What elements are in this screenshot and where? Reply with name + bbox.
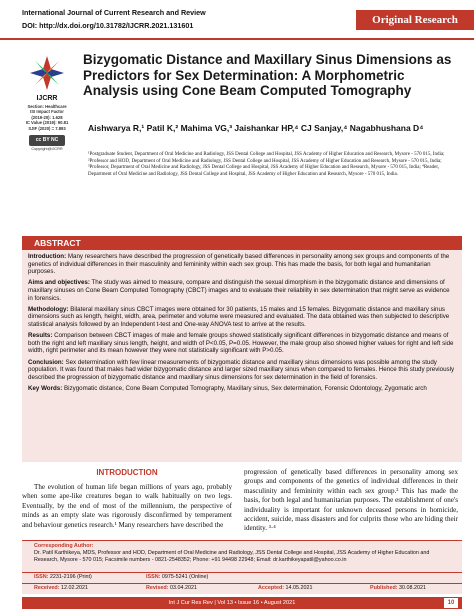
- cc-license-icon[interactable]: cc BY NC: [29, 135, 65, 146]
- section-text: Many researchers have described the progression of genetically based differences in personality among sex groups and components of the genetics of individual differences in their masculinity and femininity within each sex group. This has made the basis, for both legal and humanitarian purposes.: [28, 253, 450, 276]
- section-text: Comparison between CBCT images of male and female groups showed statistically significant differences in bizygomatic distance and means of both the right and left maxillary sinus length, height, and width of P<0.05, P=0.05. However, the male group also showed higher values for right and left side width, right perimeter and its mean however they were not statistically significant with P>0.05.: [28, 332, 454, 355]
- page-footer: [22, 597, 462, 609]
- author-list: Aishwarya R,¹ Patil K,² Mahima VG,³ Jaishankar HP,⁴ CJ Sanjay,⁴ Nagabhushana D⁴: [88, 123, 424, 133]
- journal-name: International Journal of Current Research and Review: [22, 8, 206, 17]
- date-label: Published:: [370, 585, 398, 591]
- logo-line: (2019-20): 1.628: [31, 114, 63, 120]
- correspondence-label: Corresponding Author:: [34, 543, 94, 549]
- issn-label: ISSN:: [34, 574, 49, 580]
- copyright-note: Copyright@IJCRR: [31, 147, 63, 152]
- abstract-conclusion: [28, 359, 456, 382]
- abstract-keywords: [28, 385, 456, 393]
- journal-logo-block: [14, 54, 80, 151]
- date-value: 03.04.2021: [168, 585, 197, 591]
- affiliations: ¹Postgraduate Student, Department of Oral Medicine and Radiology, JSS Dental College and Hospital, JSS Academy of Higher Education and Research, Mysore - 570 015, India; ²Professor and HOD, Department of Oral Medicine and Radiology, JSS Dental College and Hospital, JSS Academy of Higher Education and Research, Mysore - 570 015, India; ³Professor, Department of Oral Medicine and Radiology, JSS Dental College and Hospital, JSS Academy of Higher Education and Research, Mysore - 570 015, India; ⁴Reader, Department of Oral Medicine and Radiology, JSS Dental College and Hospital, JSS Academy of Higher Education and Research, Mysore - 570 015, India.: [88, 152, 445, 177]
- date-label: Received:: [34, 585, 60, 591]
- issn-value: 0975-5241 (Online): [160, 574, 209, 580]
- revised-date: [146, 585, 197, 591]
- section-label: Conclusion:: [28, 358, 64, 366]
- abstract-body: [22, 250, 462, 392]
- date-value: 12.02.2021: [59, 585, 88, 591]
- abstract-box: [22, 236, 462, 462]
- received-date: [34, 585, 88, 591]
- divider: [22, 540, 462, 541]
- abstract-introduction: [28, 253, 456, 276]
- date-label: Accepted:: [258, 585, 285, 591]
- correspondence-details: Dr. Patil Karthikeya, MDS, Professor and HOD, Department of Oral Medicine and Radiology, JSS Dental College and Hospital, JSS Academy of Higher Education and Research, Mysore - 570 015; Facsimile numbers - 0821-2548352; Phone: +91 94498 22948; Email: dr.karthikeyapatil@yahoo.co.in: [34, 550, 430, 563]
- logo-line: SJIF (2020) = 7.893: [28, 125, 66, 131]
- introduction-right-column: progression of genetically based differences in personality among sex groups and components of the genetics of individual differences in their masculinity and femininity within each sex group.² This has made the basis, for both legal and humanitarian purposes. The establishment of one's individuality is important for unknown deceased persons in homicide, accident, suicide, mass disasters and for culprits those who are hiding their identity. ³·⁴: [244, 468, 458, 533]
- logo-line: Section: Healthcare: [27, 104, 67, 109]
- header-bar: [0, 0, 474, 40]
- date-label: Revised:: [146, 585, 169, 591]
- page-number: 10: [444, 598, 458, 608]
- section-text: Sex determination with few linear measurements of bizygomatic distance and maxillary sinus dimensions was possible among the study population. It was found that males had wider bizygomatic distance and larger sized maxillary sinus when compared to females. Hence this study previously described the progression of bizygomatic distance and maxillary sinus dimensions for sex determination in the field of forensics.: [28, 358, 455, 381]
- journal-logo-icon: [28, 54, 66, 92]
- issn-value: 2231-2196 (Print): [48, 574, 92, 580]
- published-date: [370, 585, 426, 591]
- section-label: Key Words:: [28, 384, 63, 392]
- section-label: Aims and objectives:: [28, 279, 90, 287]
- date-value: 30.08.2021: [397, 585, 427, 591]
- section-text: Bilateral maxillary sinus CBCT images were obtained for 30 patients, 15 males and 15 females. Bizygomatic distance and maxillary sinus dimensions such as length, height, width, area, perimeter and volume were measured and evaluated. The data obtained was then subjected to descriptive statistical analysis followed by an Independent t-test and One-way ANOVA test to arrive at the results.: [28, 305, 450, 328]
- logo-line: IC Value (2019): 90.81: [25, 120, 69, 126]
- section-text: The study was aimed to measure, compare and distinguish the sexual dimorphism in the bizygomatic distance and dimensions of maxillary sinuses on Cone Beam Computed Tomography (CBCT) images and to evaluate their reliability in sex determination that might serve as evidence in forensics.: [28, 279, 450, 302]
- accepted-date: [258, 585, 313, 591]
- introduction-heading: INTRODUCTION: [96, 468, 158, 477]
- logo-metrics: [14, 104, 80, 131]
- abstract-heading: ABSTRACT: [22, 236, 462, 250]
- logo-name: IJCRR: [36, 95, 58, 102]
- issn-print: [34, 574, 92, 580]
- divider: [22, 583, 462, 584]
- abstract-methodology: [28, 306, 456, 329]
- section-label: Methodology:: [28, 305, 69, 313]
- footer-citation: Int J Cur Res Rev | Vol 13 • Issue 16 • August 2021: [168, 600, 296, 606]
- abstract-results: [28, 332, 456, 355]
- logo-line: ISI Impact Factor: [30, 109, 64, 115]
- date-value: 14.05.2021: [284, 585, 313, 591]
- article-type-badge: Original Research: [356, 10, 474, 30]
- correspondence-text: [34, 543, 454, 564]
- article-title: Bizygomatic Distance and Maxillary Sinus Dimensions as Predictors for Sex Determination: A Morphometric Analysis using Cone Beam Computed Tomography: [83, 52, 452, 98]
- abstract-aims: [28, 279, 456, 302]
- section-label: Results:: [28, 332, 53, 340]
- doi-link[interactable]: DOI: http://dx.doi.org/10.31782/IJCRR.2021.131601: [22, 21, 194, 30]
- issn-label: ISSN:: [146, 574, 161, 580]
- divider: [22, 572, 462, 573]
- section-text: Bizygomatic distance, Cone Beam Computed Tomography, Maxillary sinus, Sex determination, Forensic Odontology, Zygomatic arch: [62, 384, 427, 392]
- issn-online: [146, 574, 208, 580]
- correspondence-box: [22, 540, 462, 594]
- introduction-left-column: The evolution of human life began millions of years ago, probably when some ape-like creatures began to walk habitually on two legs. Eventually, by the end of most of the millennium, the perspective of minds as an empty slate was rigorously disconfirmed by temperament and behaviour genetics research.¹ Many researchers have described the: [22, 483, 232, 529]
- section-label: Introduction:: [28, 253, 67, 260]
